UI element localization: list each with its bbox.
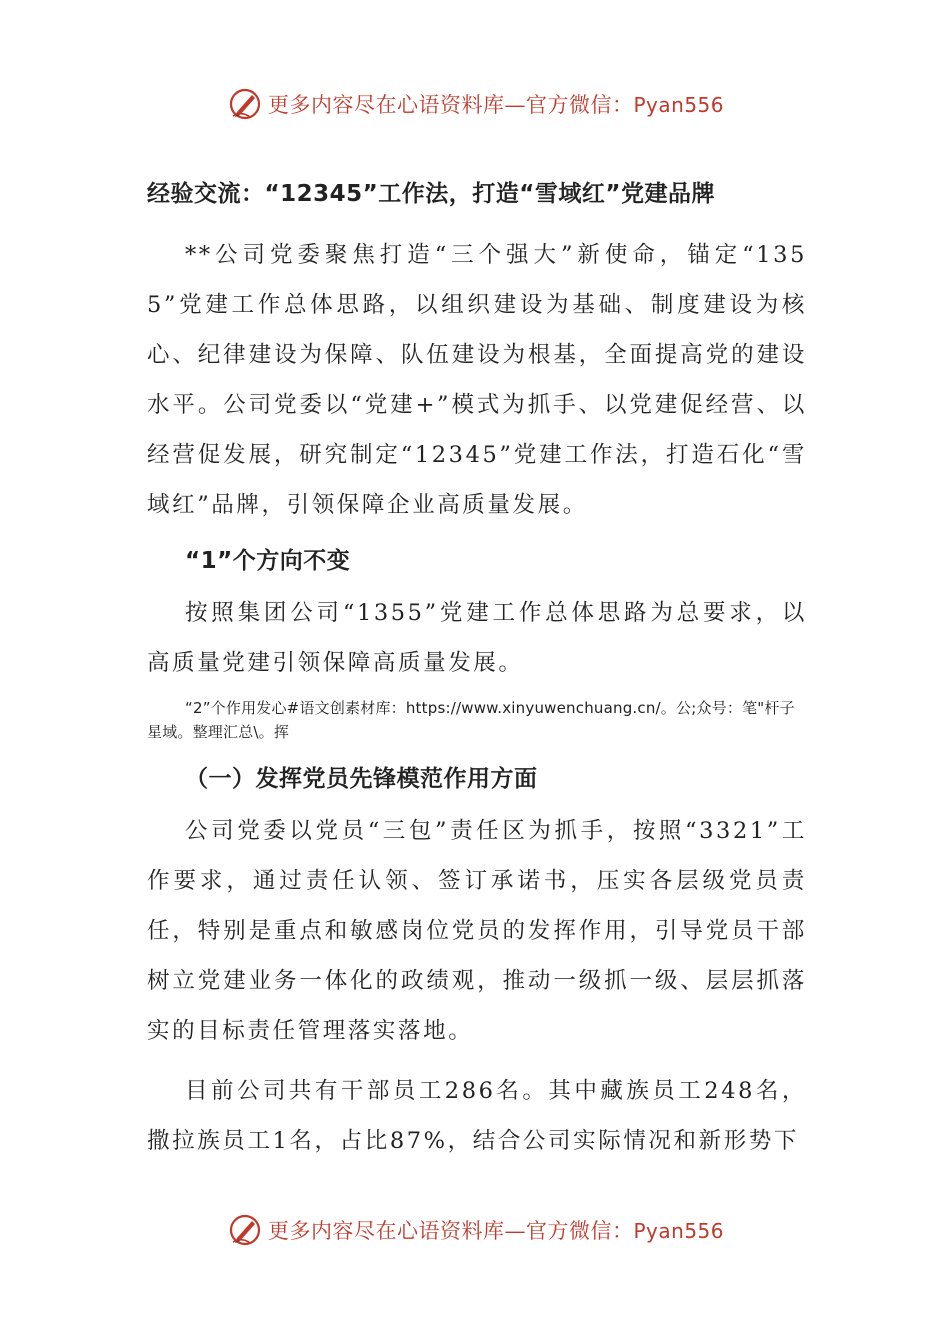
- banner-text: 更多内容尽在心语资料库—官方微信：Pyan556: [268, 93, 725, 117]
- section1-heading: “1”个方向不变: [185, 548, 351, 574]
- wechat-id: Pyan556: [633, 93, 725, 117]
- pen-in-circle-logo-icon: [228, 1213, 262, 1247]
- subsection1-paragraph: 公司党委以党员“三包”责任区为抓手，按照“3321”工作要求，通过责任认领、签订承诺书，压实各层级党员责任，特别是重点和敏感岗位党员的发挥作用，引导党员干部树立党建业务一体化的政绩观，推动一级抓一级、层层抓落实的目标责任管理落实落地。: [147, 818, 807, 1044]
- document-body: [147, 172, 807, 1166]
- source-note: “2”个作用发心#语文创素材库：https://www.xinyuwenchuang.cn/。公;众号：笔"杆子星域。整理汇总\。挥: [147, 699, 795, 741]
- subsection1-paragraph-2: 目前公司共有干部员工286名。其中藏族员工248名，撒拉族员工1名，占比87%，结合公司实际情况和新形势下: [147, 1078, 807, 1154]
- document-title: 经验交流：“12345”工作法，打造“雪域红”党建品牌: [147, 181, 715, 207]
- section1-paragraph: 按照集团公司“1355”党建工作总体思路为总要求，以高质量党建引领保障高质量发展。: [147, 600, 807, 676]
- subsection1-heading: （一）发挥党员先锋模范作用方面: [185, 766, 538, 792]
- pen-in-circle-logo-icon: [228, 87, 262, 121]
- header-banner: [228, 84, 724, 124]
- banner-text: 更多内容尽在心语资料库—官方微信：Pyan556: [268, 1219, 725, 1243]
- intro-paragraph: **公司党委聚焦打造“三个强大”新使命，锚定“1355”党建工作总体思路，以组织建设为基础、制度建设为核心、纪律建设为保障、队伍建设为根基，全面提高党的建设水平。公司党委以“党建+”模式为抓手、以党建促经营、以经营促发展，研究制定“12345”党建工作法，打造石化“雪域红”品牌，引领保障企业高质量发展。: [147, 242, 807, 518]
- wechat-id: Pyan556: [633, 1219, 725, 1243]
- footer-banner: [228, 1210, 724, 1250]
